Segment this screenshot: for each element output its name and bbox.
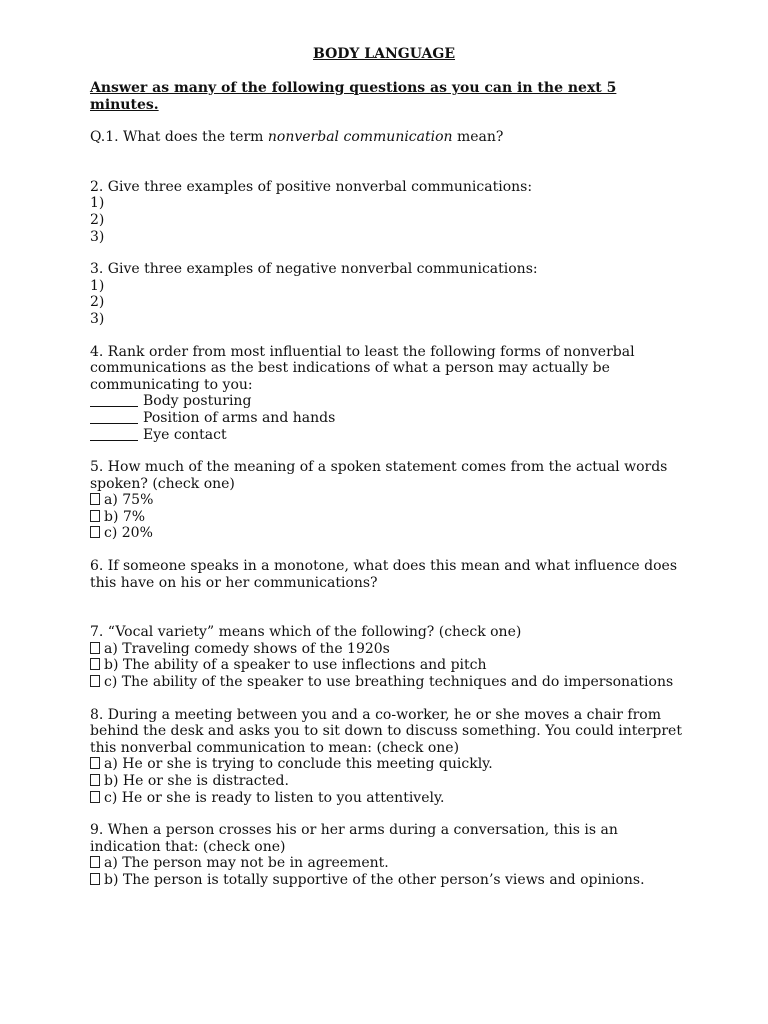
question-8-text: 8. During a meeting between you and a co-worker, he or she moves a chair from behind the desk and asks you to sit down to discuss something. You could interpret this nonverbal communication to mean: (check one): [90, 706, 682, 756]
option: [90, 674, 690, 691]
question-7: [90, 624, 690, 690]
checkbox-icon[interactable]: [90, 642, 100, 654]
checkbox-icon[interactable]: [90, 856, 100, 868]
rank-blank[interactable]: [90, 394, 138, 407]
option: [90, 492, 690, 509]
question-5: [90, 459, 690, 542]
option-label: a) 75%: [104, 492, 154, 509]
question-6: [90, 558, 690, 591]
option-label: b) The ability of a speaker to use inflections and pitch: [104, 657, 487, 674]
rank-item: [90, 427, 690, 444]
answer-line-label: 1): [90, 195, 105, 212]
option: [90, 756, 690, 773]
document-body: [90, 80, 690, 889]
question-3-text: 3. Give three examples of negative nonverbal communications:: [90, 261, 538, 278]
instructions: Answer as many of the following questions as you can in the next 5 minutes.: [90, 80, 617, 113]
checkbox-icon[interactable]: [90, 873, 100, 885]
question-5-text: 5. How much of the meaning of a spoken statement comes from the actual words spoken? (check one): [90, 459, 668, 492]
option-label: c) He or she is ready to listen to you attentively.: [104, 789, 445, 806]
checkbox-icon[interactable]: [90, 493, 100, 505]
question-4-text: 4. Rank order from most influential to least the following forms of nonverbal communications as the best indications of what a person may actually be communicating to you:: [90, 343, 635, 393]
rank-item: [90, 410, 690, 427]
option: [90, 525, 690, 542]
option-label: b) 7%: [104, 508, 146, 525]
option: [90, 641, 690, 658]
option: [90, 872, 690, 889]
document-title: BODY LANGUAGE: [312, 46, 456, 62]
rank-item: [90, 393, 690, 410]
question-4: [90, 344, 690, 444]
question-7-text: 7. “Vocal variety” means which of the following? (check one): [90, 624, 522, 641]
answer-line-label: 1): [90, 277, 105, 294]
option-label: b) The person is totally supportive of the other person’s views and opinions.: [104, 871, 645, 888]
question-1-suffix: mean?: [452, 129, 504, 146]
option-label: c) 20%: [104, 525, 153, 542]
question-2-text: 2. Give three examples of positive nonverbal communications:: [90, 178, 533, 195]
option-label: a) The person may not be in agreement.: [104, 855, 389, 872]
option-label: a) He or she is trying to conclude this meeting quickly.: [104, 756, 493, 773]
answer-line-label: 3): [90, 228, 105, 245]
rank-item-label: Body posturing: [143, 393, 252, 410]
rank-blank[interactable]: [90, 428, 138, 441]
checkbox-icon[interactable]: [90, 757, 100, 769]
question-1-prefix: Q.1. What does the term: [90, 129, 268, 146]
option-label: b) He or she is distracted.: [104, 773, 289, 789]
option-label: a) Traveling comedy shows of the 1920s: [104, 640, 390, 657]
answer-line-label: 2): [90, 211, 105, 228]
question-6-text: 6. If someone speaks in a monotone, what does this mean and what influence does this have on his or her communications?: [90, 558, 678, 591]
question-2: [90, 179, 690, 245]
checkbox-icon[interactable]: [90, 526, 100, 538]
question-8: [90, 707, 690, 807]
option: [90, 790, 690, 807]
question-9-text: 9. When a person crosses his or her arms during a conversation, this is an indication that: (check one): [90, 822, 618, 855]
question-9: [90, 822, 690, 888]
checkbox-icon[interactable]: [90, 658, 100, 670]
question-1: [90, 129, 690, 146]
option: [90, 657, 690, 674]
answer-line-label: 2): [90, 294, 105, 311]
option: [90, 855, 690, 872]
option: [90, 773, 690, 790]
checkbox-icon[interactable]: [90, 510, 100, 522]
checkbox-icon[interactable]: [90, 774, 100, 786]
rank-item-label: Position of arms and hands: [143, 409, 336, 426]
rank-blank[interactable]: [90, 411, 138, 424]
option: [90, 509, 690, 526]
option-label: c) The ability of the speaker to use breathing techniques and do impersonations: [104, 674, 674, 691]
checkbox-icon[interactable]: [90, 675, 100, 687]
rank-item-label: Eye contact: [143, 426, 227, 443]
answer-line-label: 3): [90, 310, 105, 327]
question-1-term: nonverbal communication: [267, 129, 453, 146]
checkbox-icon[interactable]: [90, 791, 100, 803]
question-3: [90, 261, 690, 327]
